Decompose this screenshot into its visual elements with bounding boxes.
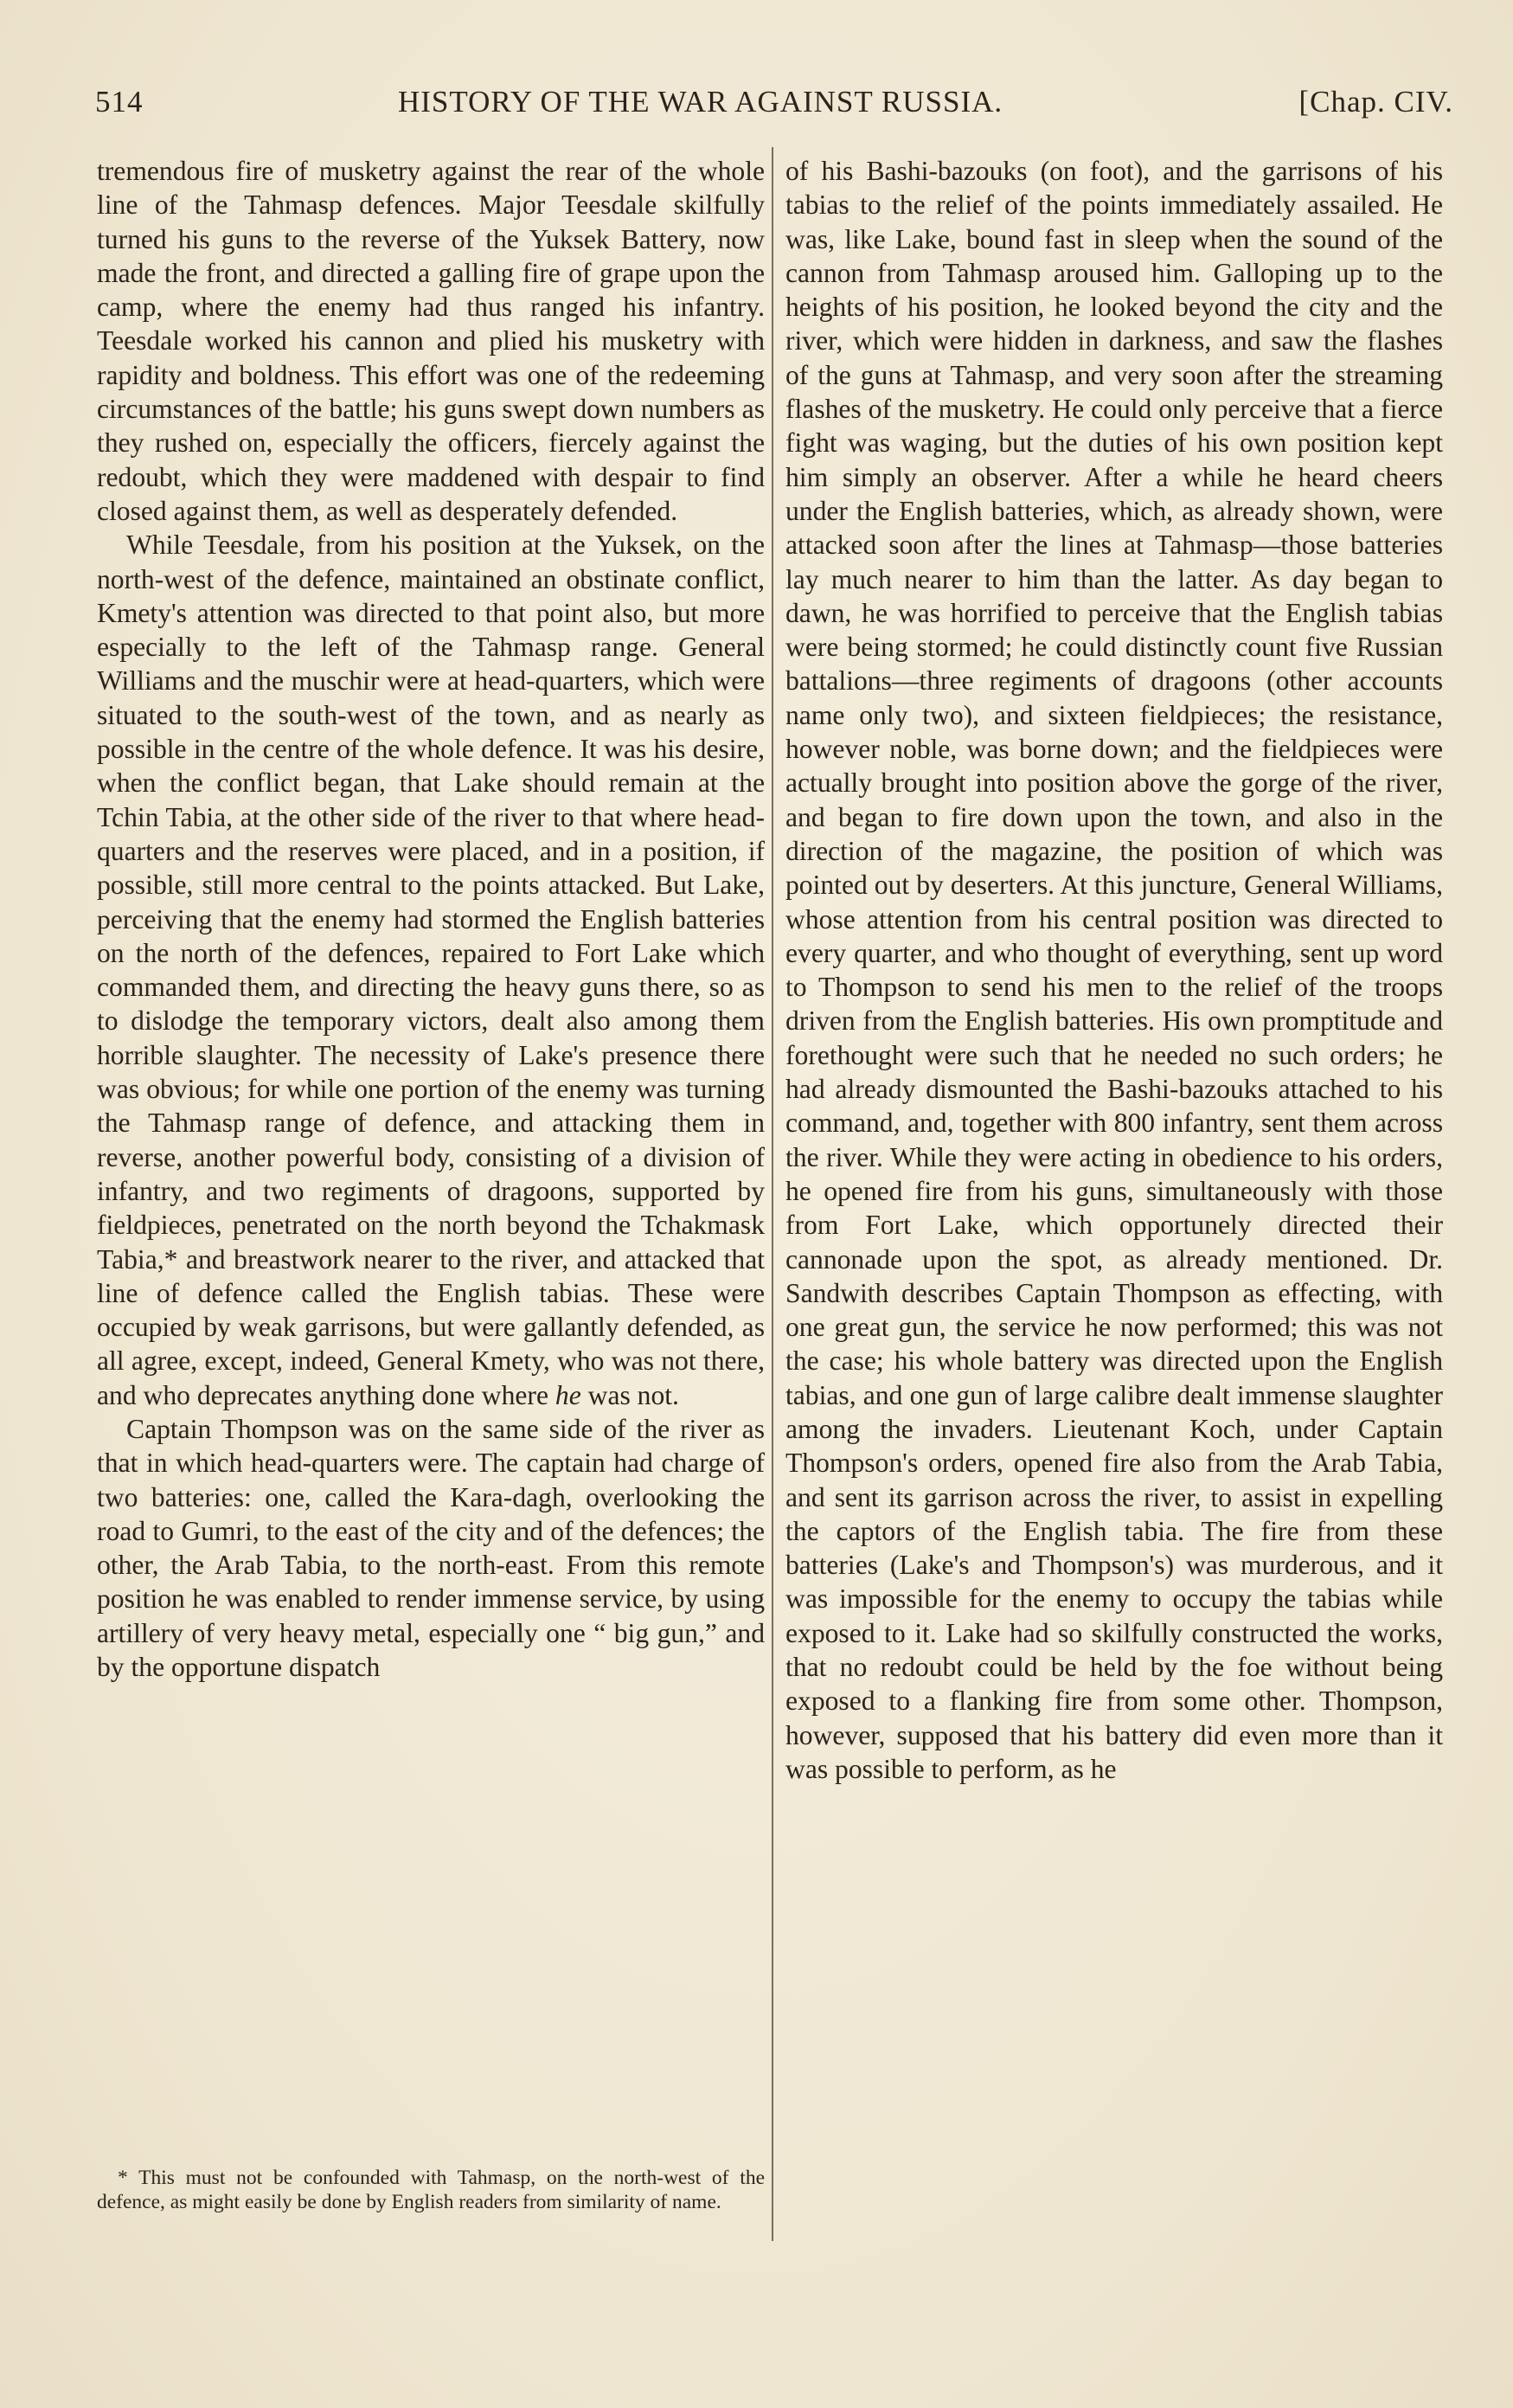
paragraph-end: was not.	[587, 1379, 679, 1410]
paragraph	[97, 528, 765, 1412]
paragraph-text: While Teesdale, from his position at the Yuksek, on the north-west of the defence, maintained an obstinate conflict, Kmety's attention was directed to that point also, but more especially to the left of the Tahmasp range. General Williams and the muschir were at head-quarters, which were situated to the south-west of the town, and as nearly as possible in the centre of the whole defence. It was his desire, when the conflict began, that Lake should remain at the Tchin Tabia, at the other side of the river to that where head-quarters and the reserves were placed, and in a position, if possible, still more central to the points attacked. But Lake, perceiving that the enemy had stormed the English batteries on the north of the defences, repaired to Fort Lake which commanded them, and directing the heavy guns there, so as to dislodge the temporary victors, dealt also among them horrible slaughter. The necessity of Lake's presence there was obvious; for while one portion of the enemy was turning the Tahmasp range of defence, and attacking them in reverse, another powerful body, consisting of a division of infantry, and two regiments of dragoons, supported by fieldpieces, penetrated on the north beyond the Tchakmask Tabia,* and breastwork nearer to the river, and attacked that line of defence called the English tabias. These were occupied by weak garrisons, but were gallantly defended, as all agree, except, indeed, General Kmety, who was not there, and who deprecates anything done where	[97, 530, 765, 1410]
italic-word: he	[555, 1379, 581, 1410]
footnote	[97, 2166, 765, 2214]
left-column	[97, 154, 765, 1684]
running-header	[95, 85, 1453, 137]
page-number: 514	[95, 85, 144, 119]
footnote-text: * This must not be confounded with Tahmasp, on the north-west of the defence, as might easily be done by English readers from similarity of name.	[97, 2167, 765, 2213]
running-title: HISTORY OF THE WAR AGAINST RUSSIA.	[398, 85, 1003, 119]
paragraph: of his Bashi-bazouks (on foot), and the garrisons of his tabias to the relief of the points immediately assailed. He was, like Lake, bound fast in sleep when the sound of the cannon from Tahmasp aroused him. Galloping up to the heights of his position, he looked beyond the city and the river, which were hidden in darkness, and saw the flashes of the guns at Tahmasp, and very soon after the streaming flashes of the musketry. He could only perceive that a fierce fight was waging, but the duties of his own position kept him simply an observer. After a while he heard cheers under the English batteries, which, as already shown, were attacked soon after the lines at Tahmasp—those batteries lay much nearer to him than the latter. As day began to dawn, he was horrified to perceive that the English tabias were being stormed; he could distinctly count five Russian battalions—three regiments of dragoons (other accounts name only two), and sixteen fieldpieces; the resistance, however noble, was borne down; and the fieldpieces were actually brought into position above the gorge of the river, and began to fire down upon the town, and also in the direction of the magazine, the position of which was pointed out by deserters. At this juncture, General Williams, whose attention from his central position was directed to every quarter, and who thought of everything, sent up word to Thompson to send his men to the relief of the troops driven from the English batteries. His own promptitude and forethought were such that he needed no such orders; he had already dismounted the Bashi-bazouks attached to his command, and, together with 800 infantry, sent them across the river. While they were acting in obedience to his orders, he opened fire from his guns, simultaneously with those from Fort Lake, which opportunely directed their cannonade upon the spot, as already mentioned. Dr. Sandwith describes Captain Thompson as effecting, with one great gun, the service he now performed; this was not the case; his whole battery was directed upon the English tabias, and one gun of large calibre dealt immense slaughter among the invaders. Lieutenant Koch, under Captain Thompson's orders, opened fire also from the Arab Tabia, and sent its garrison across the river, to assist in expelling the captors of the English tabia. The fire from these batteries (Lake's and Thompson's) was murderous, and it was impossible for the enemy to occupy the tabias while exposed to it. Lake had so skilfully constructed the works, that no redoubt could be held by the foe without being exposed to a flanking fire from some other. Thompson, however, supposed that his battery did even more than it was possible to perform, as he	[785, 156, 1443, 1784]
paragraph: tremendous fire of musketry against the rear of the whole line of the Tahmasp defences. Major Teesdale skilfully turned his guns to the reverse of the Yuksek Battery, now made the front, and directed a galling fire of grape upon the camp, where the enemy had thus ranged his infantry. Teesdale worked his cannon and plied his musketry with rapidity and boldness. This effort was one of the redeeming circumstances of the battle; his guns swept down numbers as they rushed on, especially the officers, fiercely against the redoubt, which they were maddened with despair to find closed against them, as well as desperately defended.	[97, 156, 765, 526]
column-divider	[772, 147, 773, 2241]
right-column	[785, 154, 1443, 1786]
chapter-label: [Chap. CIV.	[1298, 85, 1453, 119]
paragraph: Captain Thompson was on the same side of the river as that in which head-quarters were. The captain had charge of two batteries: one, called the Kara-dagh, overlooking the road to Gumri, to the east of the city and of the defences; the other, the Arab Tabia, to the north-east. From this remote position he was enabled to render immense service, by using artillery of very heavy metal, especially one “ big gun,” and by the opportune dispatch	[97, 1413, 765, 1683]
